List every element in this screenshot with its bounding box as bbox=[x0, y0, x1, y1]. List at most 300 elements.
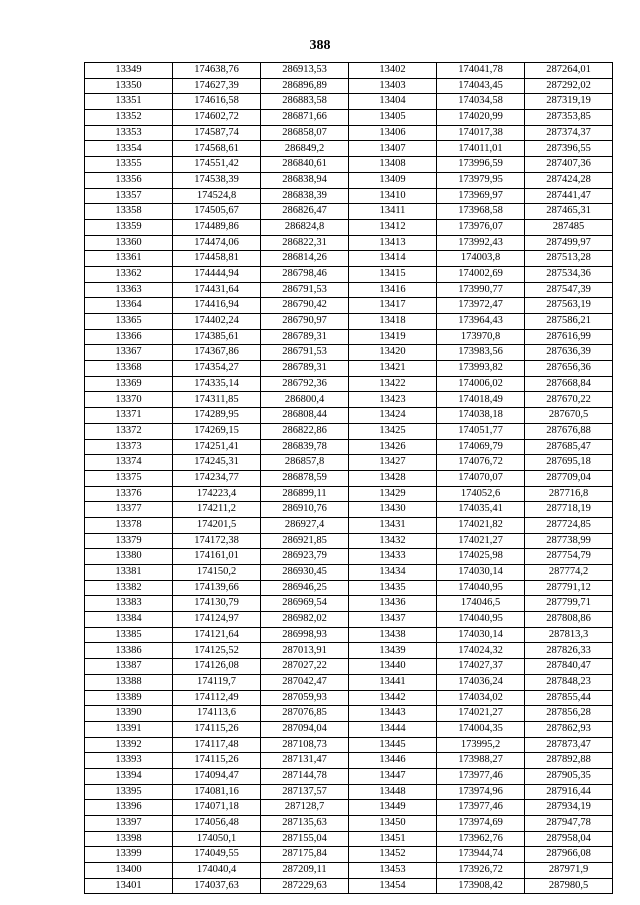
y-coordinate-cell: 286857,8 bbox=[261, 455, 349, 471]
table-row bbox=[85, 643, 613, 659]
x-coordinate-cell: 173993,82 bbox=[437, 361, 525, 377]
point-number-cell: 13422 bbox=[349, 376, 437, 392]
point-number-cell: 13399 bbox=[85, 847, 173, 863]
point-number-cell: 13370 bbox=[85, 392, 173, 408]
point-number-cell: 13353 bbox=[85, 125, 173, 141]
table-row bbox=[85, 659, 613, 675]
y-coordinate-cell: 286838,94 bbox=[261, 172, 349, 188]
point-number-cell: 13351 bbox=[85, 94, 173, 110]
x-coordinate-cell: 174024,32 bbox=[437, 643, 525, 659]
y-coordinate-cell: 286789,31 bbox=[261, 329, 349, 345]
x-coordinate-cell: 174040,4 bbox=[173, 863, 261, 879]
point-number-cell: 13358 bbox=[85, 204, 173, 220]
table-row bbox=[85, 549, 613, 565]
point-number-cell: 13451 bbox=[349, 831, 437, 847]
point-number-cell: 13402 bbox=[349, 63, 437, 79]
x-coordinate-cell: 174051,77 bbox=[437, 423, 525, 439]
point-number-cell: 13433 bbox=[349, 549, 437, 565]
point-number-cell: 13416 bbox=[349, 282, 437, 298]
y-coordinate-cell: 286982,02 bbox=[261, 612, 349, 628]
y-coordinate-cell: 287947,78 bbox=[525, 816, 613, 832]
point-number-cell: 13450 bbox=[349, 816, 437, 832]
table-row bbox=[85, 627, 613, 643]
point-number-cell: 13355 bbox=[85, 157, 173, 173]
y-coordinate-cell: 287724,85 bbox=[525, 517, 613, 533]
x-coordinate-cell: 173969,97 bbox=[437, 188, 525, 204]
point-number-cell: 13382 bbox=[85, 580, 173, 596]
y-coordinate-cell: 286791,53 bbox=[261, 282, 349, 298]
y-coordinate-cell: 286910,76 bbox=[261, 502, 349, 518]
y-coordinate-cell: 287971,9 bbox=[525, 863, 613, 879]
y-coordinate-cell: 287128,7 bbox=[261, 800, 349, 816]
point-number-cell: 13410 bbox=[349, 188, 437, 204]
x-coordinate-cell: 174113,6 bbox=[173, 706, 261, 722]
y-coordinate-cell: 286838,39 bbox=[261, 188, 349, 204]
y-coordinate-cell: 286927,4 bbox=[261, 517, 349, 533]
y-coordinate-cell: 286921,85 bbox=[261, 533, 349, 549]
y-coordinate-cell: 286792,36 bbox=[261, 376, 349, 392]
table-row bbox=[85, 831, 613, 847]
y-coordinate-cell: 286808,44 bbox=[261, 408, 349, 424]
point-number-cell: 13352 bbox=[85, 110, 173, 126]
x-coordinate-cell: 174489,86 bbox=[173, 219, 261, 235]
y-coordinate-cell: 287670,5 bbox=[525, 408, 613, 424]
point-number-cell: 13411 bbox=[349, 204, 437, 220]
table-row bbox=[85, 408, 613, 424]
x-coordinate-cell: 174245,31 bbox=[173, 455, 261, 471]
x-coordinate-cell: 174627,39 bbox=[173, 78, 261, 94]
x-coordinate-cell: 174030,14 bbox=[437, 565, 525, 581]
y-coordinate-cell: 286822,86 bbox=[261, 423, 349, 439]
point-number-cell: 13401 bbox=[85, 878, 173, 894]
y-coordinate-cell: 287059,93 bbox=[261, 690, 349, 706]
y-coordinate-cell: 287873,47 bbox=[525, 737, 613, 753]
point-number-cell: 13428 bbox=[349, 470, 437, 486]
point-number-cell: 13417 bbox=[349, 298, 437, 314]
table-row bbox=[85, 596, 613, 612]
x-coordinate-cell: 173908,42 bbox=[437, 878, 525, 894]
table-row bbox=[85, 674, 613, 690]
point-number-cell: 13398 bbox=[85, 831, 173, 847]
table-row bbox=[85, 753, 613, 769]
y-coordinate-cell: 286824,8 bbox=[261, 219, 349, 235]
point-number-cell: 13426 bbox=[349, 439, 437, 455]
table-row bbox=[85, 329, 613, 345]
x-coordinate-cell: 174161,01 bbox=[173, 549, 261, 565]
point-number-cell: 13396 bbox=[85, 800, 173, 816]
x-coordinate-cell: 173972,47 bbox=[437, 298, 525, 314]
y-coordinate-cell: 287892,88 bbox=[525, 753, 613, 769]
table-row bbox=[85, 768, 613, 784]
point-number-cell: 13380 bbox=[85, 549, 173, 565]
x-coordinate-cell: 174020,99 bbox=[437, 110, 525, 126]
point-number-cell: 13377 bbox=[85, 502, 173, 518]
x-coordinate-cell: 174056,48 bbox=[173, 816, 261, 832]
x-coordinate-cell: 174021,27 bbox=[437, 706, 525, 722]
y-coordinate-cell: 286998,93 bbox=[261, 627, 349, 643]
x-coordinate-cell: 174011,01 bbox=[437, 141, 525, 157]
y-coordinate-cell: 286930,45 bbox=[261, 565, 349, 581]
x-coordinate-cell: 174201,5 bbox=[173, 517, 261, 533]
x-coordinate-cell: 174616,58 bbox=[173, 94, 261, 110]
x-coordinate-cell: 173983,56 bbox=[437, 345, 525, 361]
x-coordinate-cell: 174036,24 bbox=[437, 674, 525, 690]
point-number-cell: 13438 bbox=[349, 627, 437, 643]
table-row bbox=[85, 706, 613, 722]
y-coordinate-cell: 287135,63 bbox=[261, 816, 349, 832]
x-coordinate-cell: 173977,46 bbox=[437, 800, 525, 816]
x-coordinate-cell: 173974,96 bbox=[437, 784, 525, 800]
point-number-cell: 13448 bbox=[349, 784, 437, 800]
table-row bbox=[85, 800, 613, 816]
point-number-cell: 13420 bbox=[349, 345, 437, 361]
x-coordinate-cell: 174311,85 bbox=[173, 392, 261, 408]
table-row bbox=[85, 392, 613, 408]
table-row bbox=[85, 690, 613, 706]
y-coordinate-cell: 287855,44 bbox=[525, 690, 613, 706]
table-row bbox=[85, 486, 613, 502]
table-row bbox=[85, 219, 613, 235]
y-coordinate-cell: 287229,63 bbox=[261, 878, 349, 894]
x-coordinate-cell: 174041,78 bbox=[437, 63, 525, 79]
table-row bbox=[85, 94, 613, 110]
y-coordinate-cell: 287534,36 bbox=[525, 266, 613, 282]
x-coordinate-cell: 173995,2 bbox=[437, 737, 525, 753]
coordinates-table-body bbox=[85, 63, 613, 894]
point-number-cell: 13408 bbox=[349, 157, 437, 173]
point-number-cell: 13368 bbox=[85, 361, 173, 377]
x-coordinate-cell: 174505,67 bbox=[173, 204, 261, 220]
x-coordinate-cell: 174076,72 bbox=[437, 455, 525, 471]
point-number-cell: 13431 bbox=[349, 517, 437, 533]
table-row bbox=[85, 565, 613, 581]
point-number-cell: 13447 bbox=[349, 768, 437, 784]
y-coordinate-cell: 286789,31 bbox=[261, 361, 349, 377]
x-coordinate-cell: 174043,45 bbox=[437, 78, 525, 94]
y-coordinate-cell: 286969,54 bbox=[261, 596, 349, 612]
y-coordinate-cell: 287813,3 bbox=[525, 627, 613, 643]
y-coordinate-cell: 287685,47 bbox=[525, 439, 613, 455]
x-coordinate-cell: 174006,02 bbox=[437, 376, 525, 392]
y-coordinate-cell: 287636,39 bbox=[525, 345, 613, 361]
x-coordinate-cell: 174070,07 bbox=[437, 470, 525, 486]
point-number-cell: 13362 bbox=[85, 266, 173, 282]
y-coordinate-cell: 287292,02 bbox=[525, 78, 613, 94]
x-coordinate-cell: 174126,08 bbox=[173, 659, 261, 675]
y-coordinate-cell: 286791,53 bbox=[261, 345, 349, 361]
x-coordinate-cell: 174638,76 bbox=[173, 63, 261, 79]
point-number-cell: 13361 bbox=[85, 251, 173, 267]
x-coordinate-cell: 174211,2 bbox=[173, 502, 261, 518]
point-number-cell: 13393 bbox=[85, 753, 173, 769]
y-coordinate-cell: 286798,46 bbox=[261, 266, 349, 282]
point-number-cell: 13406 bbox=[349, 125, 437, 141]
point-number-cell: 13440 bbox=[349, 659, 437, 675]
point-number-cell: 13442 bbox=[349, 690, 437, 706]
x-coordinate-cell: 174139,66 bbox=[173, 580, 261, 596]
table-row bbox=[85, 376, 613, 392]
table-row bbox=[85, 141, 613, 157]
x-coordinate-cell: 174289,95 bbox=[173, 408, 261, 424]
y-coordinate-cell: 287131,47 bbox=[261, 753, 349, 769]
x-coordinate-cell: 173996,59 bbox=[437, 157, 525, 173]
table-row bbox=[85, 78, 613, 94]
y-coordinate-cell: 287695,18 bbox=[525, 455, 613, 471]
x-coordinate-cell: 174602,72 bbox=[173, 110, 261, 126]
x-coordinate-cell: 173926,72 bbox=[437, 863, 525, 879]
y-coordinate-cell: 287586,21 bbox=[525, 314, 613, 330]
table-row bbox=[85, 63, 613, 79]
point-number-cell: 13413 bbox=[349, 235, 437, 251]
x-coordinate-cell: 174050,1 bbox=[173, 831, 261, 847]
point-number-cell: 13395 bbox=[85, 784, 173, 800]
point-number-cell: 13421 bbox=[349, 361, 437, 377]
y-coordinate-cell: 287656,36 bbox=[525, 361, 613, 377]
point-number-cell: 13365 bbox=[85, 314, 173, 330]
x-coordinate-cell: 173977,46 bbox=[437, 768, 525, 784]
point-number-cell: 13454 bbox=[349, 878, 437, 894]
y-coordinate-cell: 287013,91 bbox=[261, 643, 349, 659]
table-row bbox=[85, 235, 613, 251]
point-number-cell: 13445 bbox=[349, 737, 437, 753]
table-row bbox=[85, 580, 613, 596]
y-coordinate-cell: 287905,35 bbox=[525, 768, 613, 784]
x-coordinate-cell: 174021,27 bbox=[437, 533, 525, 549]
table-row bbox=[85, 847, 613, 863]
x-coordinate-cell: 174030,14 bbox=[437, 627, 525, 643]
y-coordinate-cell: 287799,71 bbox=[525, 596, 613, 612]
y-coordinate-cell: 286814,26 bbox=[261, 251, 349, 267]
y-coordinate-cell: 287616,99 bbox=[525, 329, 613, 345]
table-row bbox=[85, 863, 613, 879]
x-coordinate-cell: 174038,18 bbox=[437, 408, 525, 424]
point-number-cell: 13390 bbox=[85, 706, 173, 722]
point-number-cell: 13363 bbox=[85, 282, 173, 298]
table-row bbox=[85, 314, 613, 330]
y-coordinate-cell: 286946,25 bbox=[261, 580, 349, 596]
y-coordinate-cell: 287465,31 bbox=[525, 204, 613, 220]
table-row bbox=[85, 282, 613, 298]
x-coordinate-cell: 174115,26 bbox=[173, 753, 261, 769]
table-row bbox=[85, 188, 613, 204]
point-number-cell: 13369 bbox=[85, 376, 173, 392]
x-coordinate-cell: 173968,58 bbox=[437, 204, 525, 220]
point-number-cell: 13415 bbox=[349, 266, 437, 282]
y-coordinate-cell: 287042,47 bbox=[261, 674, 349, 690]
point-number-cell: 13379 bbox=[85, 533, 173, 549]
x-coordinate-cell: 174119,7 bbox=[173, 674, 261, 690]
y-coordinate-cell: 286878,59 bbox=[261, 470, 349, 486]
y-coordinate-cell: 286858,07 bbox=[261, 125, 349, 141]
x-coordinate-cell: 173964,43 bbox=[437, 314, 525, 330]
point-number-cell: 13412 bbox=[349, 219, 437, 235]
x-coordinate-cell: 174458,81 bbox=[173, 251, 261, 267]
coordinates-table bbox=[84, 62, 613, 894]
y-coordinate-cell: 287958,04 bbox=[525, 831, 613, 847]
x-coordinate-cell: 173944,74 bbox=[437, 847, 525, 863]
table-row bbox=[85, 110, 613, 126]
x-coordinate-cell: 174172,38 bbox=[173, 533, 261, 549]
y-coordinate-cell: 287676,88 bbox=[525, 423, 613, 439]
point-number-cell: 13356 bbox=[85, 172, 173, 188]
x-coordinate-cell: 173962,76 bbox=[437, 831, 525, 847]
point-number-cell: 13392 bbox=[85, 737, 173, 753]
x-coordinate-cell: 174385,61 bbox=[173, 329, 261, 345]
y-coordinate-cell: 287709,04 bbox=[525, 470, 613, 486]
y-coordinate-cell: 286913,53 bbox=[261, 63, 349, 79]
y-coordinate-cell: 287485 bbox=[525, 219, 613, 235]
x-coordinate-cell: 174112,49 bbox=[173, 690, 261, 706]
x-coordinate-cell: 174223,4 bbox=[173, 486, 261, 502]
y-coordinate-cell: 287027,22 bbox=[261, 659, 349, 675]
y-coordinate-cell: 287848,23 bbox=[525, 674, 613, 690]
y-coordinate-cell: 287264,01 bbox=[525, 63, 613, 79]
table-row bbox=[85, 345, 613, 361]
x-coordinate-cell: 174130,79 bbox=[173, 596, 261, 612]
point-number-cell: 13444 bbox=[349, 721, 437, 737]
point-number-cell: 13414 bbox=[349, 251, 437, 267]
x-coordinate-cell: 174094,47 bbox=[173, 768, 261, 784]
point-number-cell: 13376 bbox=[85, 486, 173, 502]
point-number-cell: 13385 bbox=[85, 627, 173, 643]
table-row bbox=[85, 737, 613, 753]
y-coordinate-cell: 287670,22 bbox=[525, 392, 613, 408]
y-coordinate-cell: 287840,47 bbox=[525, 659, 613, 675]
y-coordinate-cell: 287155,04 bbox=[261, 831, 349, 847]
x-coordinate-cell: 174052,6 bbox=[437, 486, 525, 502]
point-number-cell: 13419 bbox=[349, 329, 437, 345]
point-number-cell: 13367 bbox=[85, 345, 173, 361]
y-coordinate-cell: 287424,28 bbox=[525, 172, 613, 188]
point-number-cell: 13418 bbox=[349, 314, 437, 330]
y-coordinate-cell: 287791,12 bbox=[525, 580, 613, 596]
x-coordinate-cell: 173988,27 bbox=[437, 753, 525, 769]
table-row bbox=[85, 878, 613, 894]
y-coordinate-cell: 287319,19 bbox=[525, 94, 613, 110]
point-number-cell: 13424 bbox=[349, 408, 437, 424]
x-coordinate-cell: 174021,82 bbox=[437, 517, 525, 533]
y-coordinate-cell: 287563,19 bbox=[525, 298, 613, 314]
point-number-cell: 13397 bbox=[85, 816, 173, 832]
y-coordinate-cell: 287716,8 bbox=[525, 486, 613, 502]
x-coordinate-cell: 174027,37 bbox=[437, 659, 525, 675]
y-coordinate-cell: 286800,4 bbox=[261, 392, 349, 408]
x-coordinate-cell: 174081,16 bbox=[173, 784, 261, 800]
table-row bbox=[85, 816, 613, 832]
point-number-cell: 13423 bbox=[349, 392, 437, 408]
point-number-cell: 13435 bbox=[349, 580, 437, 596]
table-row bbox=[85, 172, 613, 188]
point-number-cell: 13384 bbox=[85, 612, 173, 628]
point-number-cell: 13403 bbox=[349, 78, 437, 94]
y-coordinate-cell: 287441,47 bbox=[525, 188, 613, 204]
x-coordinate-cell: 174354,27 bbox=[173, 361, 261, 377]
table-row bbox=[85, 470, 613, 486]
point-number-cell: 13407 bbox=[349, 141, 437, 157]
point-number-cell: 13437 bbox=[349, 612, 437, 628]
y-coordinate-cell: 286883,58 bbox=[261, 94, 349, 110]
x-coordinate-cell: 174040,95 bbox=[437, 612, 525, 628]
point-number-cell: 13371 bbox=[85, 408, 173, 424]
point-number-cell: 13388 bbox=[85, 674, 173, 690]
point-number-cell: 13372 bbox=[85, 423, 173, 439]
y-coordinate-cell: 286899,11 bbox=[261, 486, 349, 502]
y-coordinate-cell: 287175,84 bbox=[261, 847, 349, 863]
point-number-cell: 13446 bbox=[349, 753, 437, 769]
x-coordinate-cell: 174587,74 bbox=[173, 125, 261, 141]
point-number-cell: 13378 bbox=[85, 517, 173, 533]
table-row bbox=[85, 298, 613, 314]
point-number-cell: 13386 bbox=[85, 643, 173, 659]
y-coordinate-cell: 287826,33 bbox=[525, 643, 613, 659]
point-number-cell: 13439 bbox=[349, 643, 437, 659]
point-number-cell: 13449 bbox=[349, 800, 437, 816]
point-number-cell: 13373 bbox=[85, 439, 173, 455]
page-number: 388 bbox=[309, 38, 331, 53]
point-number-cell: 13443 bbox=[349, 706, 437, 722]
point-number-cell: 13354 bbox=[85, 141, 173, 157]
point-number-cell: 13394 bbox=[85, 768, 173, 784]
point-number-cell: 13357 bbox=[85, 188, 173, 204]
point-number-cell: 13375 bbox=[85, 470, 173, 486]
table-row bbox=[85, 502, 613, 518]
point-number-cell: 13383 bbox=[85, 596, 173, 612]
point-number-cell: 13381 bbox=[85, 565, 173, 581]
point-number-cell: 13436 bbox=[349, 596, 437, 612]
y-coordinate-cell: 287513,28 bbox=[525, 251, 613, 267]
table-row bbox=[85, 157, 613, 173]
y-coordinate-cell: 287980,5 bbox=[525, 878, 613, 894]
point-number-cell: 13366 bbox=[85, 329, 173, 345]
x-coordinate-cell: 174269,15 bbox=[173, 423, 261, 439]
x-coordinate-cell: 174568,61 bbox=[173, 141, 261, 157]
table-row bbox=[85, 517, 613, 533]
table-row bbox=[85, 361, 613, 377]
point-number-cell: 13359 bbox=[85, 219, 173, 235]
point-number-cell: 13391 bbox=[85, 721, 173, 737]
y-coordinate-cell: 286822,31 bbox=[261, 235, 349, 251]
x-coordinate-cell: 173979,95 bbox=[437, 172, 525, 188]
y-coordinate-cell: 287094,04 bbox=[261, 721, 349, 737]
y-coordinate-cell: 287407,36 bbox=[525, 157, 613, 173]
point-number-cell: 13350 bbox=[85, 78, 173, 94]
x-coordinate-cell: 173970,8 bbox=[437, 329, 525, 345]
point-number-cell: 13360 bbox=[85, 235, 173, 251]
x-coordinate-cell: 174071,18 bbox=[173, 800, 261, 816]
y-coordinate-cell: 287754,79 bbox=[525, 549, 613, 565]
point-number-cell: 13364 bbox=[85, 298, 173, 314]
y-coordinate-cell: 287808,86 bbox=[525, 612, 613, 628]
y-coordinate-cell: 287137,57 bbox=[261, 784, 349, 800]
point-number-cell: 13387 bbox=[85, 659, 173, 675]
y-coordinate-cell: 286790,42 bbox=[261, 298, 349, 314]
y-coordinate-cell: 287353,85 bbox=[525, 110, 613, 126]
x-coordinate-cell: 174034,58 bbox=[437, 94, 525, 110]
y-coordinate-cell: 287076,85 bbox=[261, 706, 349, 722]
x-coordinate-cell: 174121,64 bbox=[173, 627, 261, 643]
x-coordinate-cell: 174046,5 bbox=[437, 596, 525, 612]
y-coordinate-cell: 286849,2 bbox=[261, 141, 349, 157]
table-row bbox=[85, 251, 613, 267]
table-row bbox=[85, 266, 613, 282]
x-coordinate-cell: 174002,69 bbox=[437, 266, 525, 282]
point-number-cell: 13430 bbox=[349, 502, 437, 518]
point-number-cell: 13400 bbox=[85, 863, 173, 879]
y-coordinate-cell: 286840,61 bbox=[261, 157, 349, 173]
y-coordinate-cell: 287934,19 bbox=[525, 800, 613, 816]
point-number-cell: 13441 bbox=[349, 674, 437, 690]
point-number-cell: 13429 bbox=[349, 486, 437, 502]
